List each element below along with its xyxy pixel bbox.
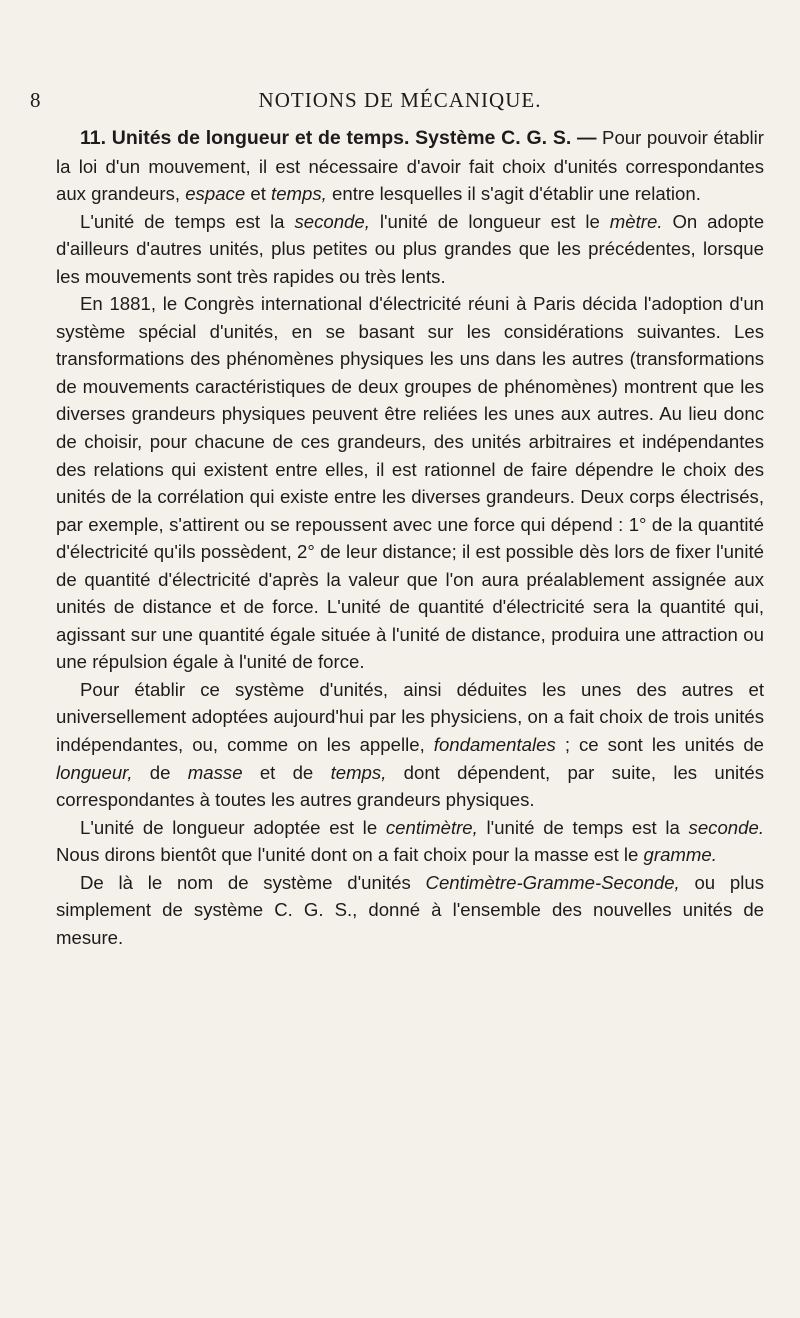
page-number: 8 — [30, 88, 41, 112]
page-header — [0, 88, 800, 118]
p2-text-b: l'unité de longueur est le — [379, 210, 600, 232]
p1-text-b: et — [250, 183, 266, 205]
p4-text-a: Pour établir ce système d'unités, ainsi déduites les unes des autres et universellement adoptées aujourd'hui par les physiciens, on a fait choix de trois unités indépendantes, ou, comme on les appelle, — [56, 678, 764, 756]
term-gramme: gramme. — [643, 844, 717, 866]
paragraph-6 — [56, 869, 764, 952]
p6-text-b: ou plus simplement de système C. G. S., donné à l'ensemble des nouvelles unités de mesure. — [56, 871, 765, 948]
p1-text-a: Pour pouvoir établir la loi d'un mouvement, il est nécessaire d'avoir fait choix d'unités correspondantes aux grandeurs, — [56, 127, 764, 205]
term-masse: masse — [187, 761, 243, 783]
p2-text-a: L'unité de temps est la — [80, 210, 285, 232]
paragraph-4 — [56, 676, 764, 814]
p6-text-a: De là le nom de système d'unités — [80, 871, 411, 893]
term-metre: mètre. — [609, 210, 663, 232]
term-centimetre: centimètre, — [385, 816, 478, 838]
p5-text-b: l'unité de temps est la — [486, 816, 680, 838]
section-title: 11. Unités de longueur et de temps. Système C. G. S. — — [80, 127, 597, 149]
paragraph-5 — [56, 814, 764, 869]
p2-text-c: On adopte d'ailleurs d'autres unités, plus petites ou plus grandes que les précédentes, lorsque les mouvements sont très rapides ou très lents. — [56, 210, 765, 287]
p1-text-c: entre lesquelles il s'agit d'établir une relation. — [332, 183, 701, 205]
running-title: NOTIONS DE MÉCANIQUE. — [258, 88, 542, 112]
p5-text-a: L'unité de longueur adoptée est le — [80, 816, 378, 838]
term-temps-2: temps, — [330, 761, 387, 783]
term-cgs: Centimètre-Gramme-Seconde, — [425, 871, 680, 893]
p4-text-d: et de — [259, 761, 314, 783]
p4-text-b: ; ce sont les unités de — [564, 734, 765, 756]
p5-text-c: Nous dirons bientôt que l'unité dont on a fait choix pour la masse est le — [56, 844, 639, 866]
p4-text-c: de — [149, 761, 171, 783]
term-longueur: longueur, — [56, 761, 133, 783]
p4-text-e: dont dépendent, par suite, les unités correspondantes à toutes les autres grandeurs physiques. — [56, 761, 764, 811]
term-temps: temps, — [271, 183, 327, 205]
term-seconde: seconde, — [294, 210, 370, 232]
section-body — [56, 124, 764, 951]
paragraph-3: En 1881, le Congrès international d'électricité réuni à Paris décida l'adoption d'un système spécial d'unités, en se basant sur les considérations suivantes. Les transformations des phénomènes physiques les uns dans les autres (transformations de mouvements caractéristiques de deux groupes de phénomènes) montrent que les diverses grandeurs physiques peuvent être reliées les unes aux autres. Au lieu donc de choisir, pour chacune de ces grandeurs, des unités arbitraires et indépendantes des relations qui existent entre elles, il est rationnel de faire dépendre le choix des unités de la corrélation qui existe entre les diverses grandeurs. Deux corps électrisés, par exemple, s'attirent ou se repoussent avec une force qui dépend : 1° de la quantité d'électricité qu'ils possèdent, 2° de leur distance; il est possible dès lors de fixer l'unité de quantité d'électricité d'après la valeur que l'on aura préalablement assignée aux unités de distance et de force. L'unité de quantité d'électricité sera la quantité qui, agissant sur une quantité égale située à l'unité de distance, produira une attraction ou une répulsion égale à l'unité de force. — [56, 293, 764, 673]
paragraph-2 — [56, 208, 764, 291]
term-seconde-2: seconde. — [688, 816, 764, 838]
paragraph-1 — [56, 124, 764, 208]
term-espace: espace — [185, 183, 246, 205]
term-fondamentales: fondamentales — [433, 734, 556, 756]
